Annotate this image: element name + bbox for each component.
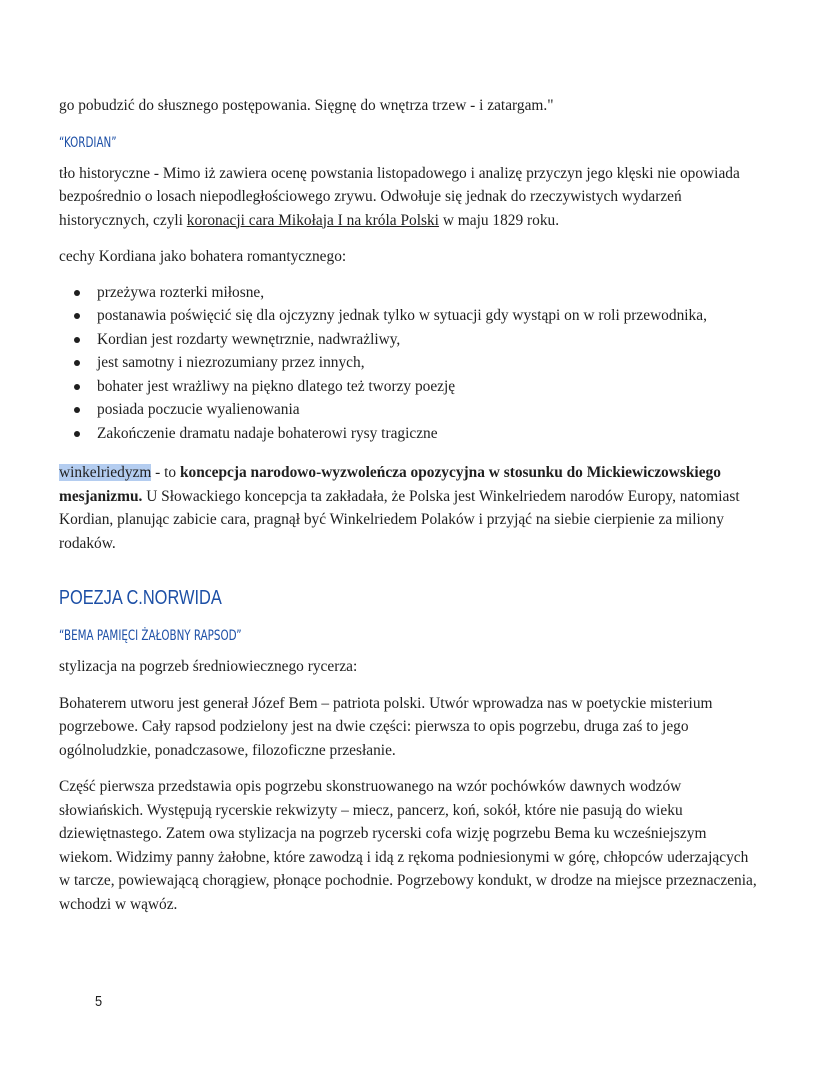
list-item-text: postanawia poświęcić się dla ojczyzny jednak tylko w sytuacji gdy wystąpi on w roli przewodnika, xyxy=(97,307,707,324)
list-item xyxy=(59,281,759,305)
page-number: 5 xyxy=(95,993,103,1010)
list-item xyxy=(59,328,759,352)
list-item-text: Zakończenie dramatu nadaje bohaterowi rysy tragiczne xyxy=(97,424,438,442)
traits-list xyxy=(59,281,759,446)
kordian-heading: “KORDIAN” xyxy=(59,134,117,151)
intro-line: go pobudzić do słusznego postępowania. Sięgnę do wnętrza trzew - i zatargam." xyxy=(59,97,554,114)
bullet-icon xyxy=(74,313,80,319)
list-item xyxy=(59,398,759,422)
bem-paragraph-2: Część pierwsza przedstawia opis pogrzebu skonstruowanego na wzór pochówków dawnych wodzów słowiańskich. Występują rycerskie rekwizyty – miecz, pancerz, koń, sokół, które nie pasują do wieku dziewiętnastego. Zatem owa stylizacja na pogrzeb rycerski cofa wizję pogrzebu Bema ku wcześniejszym wiekom. Widzimy panny żałobne, które zawodzą i idą z rękoma podniesionymi w górę, chłopców uderzających w tarcze, powiewającą chorągiew, płonące pochodnie. Pogrzebowy kondukt, w drodze na miejsce przeznaczenia, wchodzi w wąwóz. xyxy=(59,778,757,913)
list-item xyxy=(59,375,759,399)
winkelriedyzm-paragraph xyxy=(59,461,759,555)
bullet-icon xyxy=(74,384,80,390)
traits-intro: cechy Kordiana jako bohatera romantycznego: xyxy=(59,248,347,265)
list-item-text: jest samotny i niezrozumiany przez innych, xyxy=(97,354,365,371)
history-text-end: w maju 1829 roku. xyxy=(438,211,560,229)
list-item-text: bohater jest wrażliwy na piękno dlatego też tworzy poezję xyxy=(97,377,456,395)
highlighted-term[interactable]: winkelriedyzm xyxy=(59,464,152,481)
winkel-rest: U Słowackiego koncepcja ta zakładała, że Polska jest Winkelriedem narodów Europy, natomiast Kordian, planując zabicie cara, pragnął być Winkelriedem Polaków i przyjąć na siebie cierpienie za miliony rodaków. xyxy=(59,487,740,552)
bullet-icon xyxy=(74,290,80,296)
history-text-start: tło historyczne - Mimo iż zawiera ocenę powstania listopadowego i analizę przyczyn jego klęski nie opowiada bezpośrednio o losach niepodległościowego zrywu. Odwołuje się jednak do rzeczywistych wydarzeń historycznych, czyli xyxy=(59,164,740,229)
coronation-link[interactable]: koronacji cara Mikołaja I na króla Polski xyxy=(186,211,439,229)
winkel-bold-definition: koncepcja narodowo-wyzwoleńcza opozycyjna w stosunku do Mickiewiczowskiego mesjanizmu. xyxy=(59,464,721,505)
norwid-section-heading: POEZJA C.NORWIDA xyxy=(59,587,222,609)
list-item xyxy=(59,304,759,328)
bullet-icon xyxy=(74,407,80,413)
bullet-icon xyxy=(74,431,80,437)
kordian-history-paragraph xyxy=(59,162,759,233)
document-body xyxy=(59,94,759,916)
bullet-icon xyxy=(74,337,80,343)
bullet-icon xyxy=(74,360,80,366)
stylization-line: stylizacja na pogrzeb średniowiecznego rycerza: xyxy=(59,658,358,675)
list-item xyxy=(59,351,759,375)
list-item-text: Kordian jest rozdarty wewnętrznie, nadwrażliwy, xyxy=(97,330,401,348)
winkel-dash: - to xyxy=(151,464,180,481)
list-item-text: posiada poczucie wyalienowania xyxy=(97,401,300,418)
list-item xyxy=(59,422,759,446)
bem-poem-heading: “BEMA PAMIĘCI ŻAŁOBNY RAPSOD” xyxy=(59,628,242,644)
list-item-text: przeżywa rozterki miłosne, xyxy=(97,283,265,301)
bem-paragraph-1: Bohaterem utworu jest generał Józef Bem – patriota polski. Utwór wprowadza nas w poetyckie misterium pogrzebowe. Cały rapsod podzielony jest na dwie części: pierwsza to opis pogrzebu, druga zaś to jego ogólnoludzkie, ponadczasowe, filozoficzne przesłanie. xyxy=(59,694,713,759)
